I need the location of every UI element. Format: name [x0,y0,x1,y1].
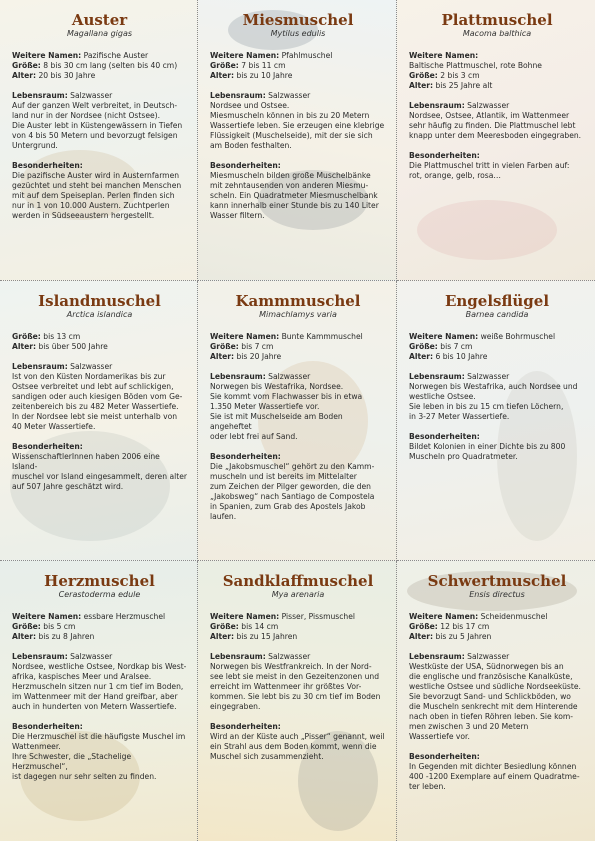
fact-line [409,51,585,61]
habitat-text-line: sehr häufig zu finden. Die Plattmuschel lebt [409,121,576,130]
fact-value: 12 bis 17 cm [440,622,490,631]
fact-line [409,71,585,81]
habitat-heading [12,91,187,101]
special-heading: Besonderheiten: [12,161,83,170]
habitat-text-line: see lebt sie meist in den Gezeitenzonen und [210,672,380,681]
habitat-text-line: Flüssigkeit (Muschelseide), mit der sie sich [210,131,373,140]
special-text-line: rot, orange, gelb, rosa… [409,171,502,180]
fact-line [409,352,585,362]
fact-value: 7 bis 11 cm [241,61,286,70]
special-text-line: Muschel sich zusammenzieht. [210,752,324,761]
special-text-line: Wasser filtern. [210,211,265,220]
habitat-text-line: von 4 bis 50 Metern und bevorzugt felsigen [12,131,178,140]
habitat-label: Lebensraum: [210,372,266,381]
fact-line [12,622,187,632]
species-card-auster [0,0,198,281]
habitat-text-line: Nordsee, Ostsee, Atlantik, im Wattenmeer [409,111,570,120]
special-text-line: scheln. Ein Quadratmeter Miesmuschelbank [210,191,378,200]
fact-value: Pisser, Pissmuschel [281,612,356,621]
fact-value: weiße Bohrmuschel [480,332,556,341]
fact-label: Weitere Namen: [210,332,280,341]
special-text-line: muschel vor Island eingesammelt, deren alter [12,472,187,481]
species-latin-name: Cerastoderma edule [58,590,141,599]
special-text-line: kann innerhalb einer Stunde bis zu 140 Liter [210,201,379,210]
species-latin-name: Mimachlamys varia [259,310,337,319]
fact-line [12,71,187,81]
species-name: Sandklaffmuschel [222,572,374,590]
habitat-text-line: In der Nordsee lebt sie meist unterhalb von [12,412,178,421]
special-text-line: ein Strahl aus dem Boden kommt, wenn die [210,742,377,751]
fact-label: Größe: [409,622,438,631]
fact-label: Weitere Namen: [210,51,280,60]
fact-value: bis zu 10 Jahre [236,71,293,80]
species-name: Miesmuschel [242,11,354,29]
habitat-value: Salzwasser [467,372,510,381]
habitat-text-line: Sie ist mit Muschelseide am Boden angeheftet [210,412,343,431]
fact-label: Weitere Namen: [12,612,82,621]
special-heading: Besonderheiten: [409,752,480,761]
habitat-text-line: sandigen oder auch kiesigen Böden vom Ge- [12,392,183,401]
fact-label: Größe: [210,61,239,70]
habitat-text-line: Sie leben in bis zu 15 cm tiefen Löchern, [409,402,564,411]
fact-value: Pfahlmuschel [281,51,333,60]
special-text-line: Wattenmeer. [12,742,61,751]
habitat-text-line: Nordsee, westliche Ostsee, Nordkap bis West- [12,662,187,671]
special-text-line: „Jakobsweg“ nach Santiago de Compostela [210,492,375,501]
fact-label: Weitere Namen: [409,51,479,60]
habitat-text-line: die englische und französische Kanalküste, [409,672,573,681]
habitat-text-line: men zwischen 3 und 20 Metern [409,722,529,731]
species-card-islandmuschel [0,281,198,561]
habitat-heading [409,101,585,111]
special-text-line: Bildet Kolonien in einer Dichte bis zu 800 [409,442,566,451]
habitat-text-line: Sie bevorzugt Sand- und Schlickböden, wo [409,692,571,701]
special-text-line: Muscheln pro Quadratmeter. [409,452,518,461]
fact-label: Größe: [12,61,41,70]
fact-label: Alter: [210,71,235,80]
fact-value: 20 bis 30 Jahre [38,71,96,80]
species-name: Herzmuschel [44,572,155,590]
habitat-value: Salzwasser [70,652,113,661]
species-name: Engelsflügel [444,292,550,310]
special-heading: Besonderheiten: [210,722,281,731]
special-text-line: In Gegenden mit dichter Besiedlung können [409,762,577,771]
fact-label: Alter: [12,342,37,351]
fact-value: bis zu 15 Jahren [236,632,298,641]
fact-label: Alter: [12,632,37,641]
fact-label: Größe: [210,342,239,351]
fact-line [210,71,386,81]
special-heading: Besonderheiten: [12,442,83,451]
special-text-line: nur in 1 von 10.000 Austern. Zuchtperlen [12,201,170,210]
special-text-line: Ihre Schwester, die „Stachelige Herzmuschel“, [12,752,132,771]
species-card-miesmuschel [198,0,397,281]
special-text-line: laufen. [210,512,237,521]
special-text-line: Die Herzmuschel ist die häufigste Muschel im [12,732,186,741]
special-text-line: Wird an der Küste auch „Pisser“ genannt, weil [210,732,385,741]
habitat-text-line: am Boden festhalten. [210,141,292,150]
habitat-text-line: eingegraben. [210,702,261,711]
fact-value: bis 7 cm [440,342,473,351]
habitat-text-line: Auf der ganzen Welt verbreitet, in Deutsch- [12,101,178,110]
fact-label: Weitere Namen: [210,612,280,621]
special-text-line: Miesmuscheln bilden große Muschelbänke [210,171,371,180]
species-name: Schwertmuschel [427,572,567,590]
habitat-value: Salzwasser [467,101,510,110]
habitat-text-line: Norwegen bis Westafrika, auch Nordsee und [409,382,578,391]
species-latin-name: Macoma balthica [462,29,532,38]
habitat-text-line: erreicht im Wattenmeer ihr größtes Vor- [210,682,362,691]
species-name: Plattmuschel [441,11,553,29]
habitat-label: Lebensraum: [409,101,465,110]
fact-value: 2 bis 3 cm [440,71,480,80]
habitat-text-line: oder lebt frei auf Sand. [210,432,298,441]
habitat-heading [409,372,585,382]
species-card-plattmuschel [397,0,595,281]
fact-line [12,632,187,642]
special-text-line: 400 -1200 Exemplare auf einem Quadratme- [409,772,580,781]
habitat-label: Lebensraum: [12,652,68,661]
special-text-line: mit auf dem Speiseplan. Perlen finden sich [12,191,175,200]
habitat-value: Salzwasser [70,362,113,371]
special-text-line: Die pazifische Auster wird in Austernfarmen [12,171,180,180]
special-text-line: ist dagegen nur sehr selten zu finden. [12,772,157,781]
fact-label: Alter: [12,71,37,80]
habitat-text-line: Westküste der USA, Südnorwegen bis an [409,662,564,671]
special-text-line: WissenschaftlerInnen haben 2006 eine Island- [12,452,160,471]
special-text-line: zum Zeichen der Pilger geworden, die den [210,482,371,491]
special-text-line: auf 507 Jahre geschätzt wird. [12,482,124,491]
special-text-line: werden in Südseeaustern hergestellt. [12,211,155,220]
habitat-label: Lebensraum: [409,372,465,381]
habitat-label: Lebensraum: [210,652,266,661]
fact-label: Größe: [409,71,438,80]
habitat-text-line: Wassertiefe vor. [409,732,470,741]
habitat-text-line: 1.350 Meter Wassertiefe vor. [210,402,320,411]
fact-label: Alter: [409,81,434,90]
species-name: Islandmuschel [38,292,161,310]
fact-value: 6 bis 10 Jahre [435,352,488,361]
fact-value: 8 bis 30 cm lang (selten bis 40 cm) [43,61,178,70]
habitat-text-line: zeitenbereich bis zu 482 Meter Wassertiefe. [12,402,179,411]
habitat-text-line: Herzmuscheln sitzen nur 1 cm tief im Boden, [12,682,184,691]
fact-line [210,332,386,342]
fact-label: Alter: [210,632,235,641]
habitat-text-line: im Wattenmeer mit der Hand greifbar, aber [12,692,178,701]
fact-line [210,612,386,622]
fact-value: Baltische Plattmuschel, rote Bohne [409,61,542,70]
habitat-text-line: in 3-27 Meter Wassertiefe. [409,412,510,421]
habitat-text-line: Untergrund. [12,141,58,150]
habitat-text-line: land nur in der Nordsee (nicht Ostsee). [12,111,161,120]
fact-value: bis 13 cm [43,332,81,341]
habitat-value: Salzwasser [268,372,311,381]
species-latin-name: Magallana gigas [66,29,133,38]
fact-value: essbare Herzmuschel [83,612,166,621]
fact-line [409,332,585,342]
special-heading: Besonderheiten: [12,722,83,731]
fact-value: bis über 500 Jahre [38,342,108,351]
habitat-text-line: Ostsee verbreitet und lebt auf schlickigen, [12,382,174,391]
special-heading: Besonderheiten: [210,161,281,170]
special-text-line: in Spanien, zum Grab des Apostels Jakob [210,502,366,511]
fact-line [12,342,187,352]
fact-value: Bunte Kammmuschel [281,332,363,341]
fact-label: Größe: [210,622,239,631]
habitat-heading [210,372,386,382]
habitat-label: Lebensraum: [210,91,266,100]
fact-label: Größe: [409,342,438,351]
fact-line [210,622,386,632]
habitat-text-line: Sie kommt vom Flachwasser bis in etwa [210,392,363,401]
species-latin-name: Mytilus edulis [270,29,326,38]
fact-label: Weitere Namen: [409,332,479,341]
habitat-heading [12,652,187,662]
habitat-text-line: nach oben in tiefen Röhren leben. Sie kom- [409,712,573,721]
special-heading: Besonderheiten: [409,151,480,160]
shell-illustration [417,200,557,260]
fact-line [409,81,585,91]
habitat-text-line: westliche Ostsee und südliche Nordseeküste. [409,682,581,691]
fact-value: Pazifische Auster [83,51,149,60]
fact-label: Größe: [12,332,41,341]
habitat-text-line: kommen. Sie lebt bis zu 30 cm tief im Boden [210,692,381,701]
fact-label: Größe: [12,622,41,631]
habitat-value: Salzwasser [268,91,311,100]
habitat-label: Lebensraum: [12,91,68,100]
species-latin-name: Arctica islandica [66,310,133,319]
fact-value: bis zu 5 Jahren [435,632,492,641]
fact-label: Alter: [210,352,235,361]
fact-line [409,61,585,71]
special-text-line: gezüchtet und steht bei manchen Menschen [12,181,182,190]
habitat-text-line: auch in hunderten von Metern Wassertiefe. [12,702,177,711]
habitat-label: Lebensraum: [12,362,68,371]
species-card-kammmuschel [198,281,397,561]
special-text-line: mit zehntausenden von anderen Miesmu- [210,181,369,190]
fact-label: Alter: [409,632,434,641]
habitat-value: Salzwasser [268,652,311,661]
habitat-text-line: die Muscheln senkrecht mit dem Hinterende [409,702,578,711]
habitat-text-line: Norwegen bis Westafrika, Nordsee. [210,382,344,391]
special-heading: Besonderheiten: [210,452,281,461]
fact-line [210,342,386,352]
habitat-text-line: westliche Ostsee. [409,392,476,401]
fact-line [12,51,187,61]
fact-line [409,622,585,632]
habitat-text-line: Nordsee und Ostsee. [210,101,290,110]
species-name: Auster [71,11,128,29]
fact-line [409,342,585,352]
habitat-text-line: Norwegen bis Westfrankreich. In der Nord- [210,662,372,671]
fact-value: bis 25 Jahre alt [435,81,493,90]
fact-value: bis 14 cm [241,622,279,631]
habitat-heading [210,652,386,662]
fact-line [210,51,386,61]
special-heading: Besonderheiten: [409,432,480,441]
special-text-line: ter leben. [409,782,446,791]
fact-line [12,61,187,71]
habitat-text-line: afrika, kaspisches Meer und Aralsee. [12,672,152,681]
species-card-engelsfluegel [397,281,595,561]
habitat-text-line: 40 Meter Wassertiefe. [12,422,96,431]
fact-line [12,332,187,342]
fact-value: Scheidenmuschel [480,612,548,621]
habitat-value: Salzwasser [70,91,113,100]
species-card-schwertmuschel [397,561,595,841]
species-card-herzmuschel [0,561,198,841]
fact-line [210,632,386,642]
species-latin-name: Mya arenaria [271,590,325,599]
habitat-heading [210,91,386,101]
fact-label: Alter: [409,352,434,361]
fact-line [409,612,585,622]
habitat-text-line: knapp unter dem Meeresboden eingegraben. [409,131,582,140]
special-text-line: Die Plattmuschel tritt in vielen Farben auf: [409,161,570,170]
fact-value: bis 7 cm [241,342,274,351]
species-latin-name: Barnea candida [465,310,529,319]
habitat-text-line: Wassertiefe leben. Sie erzeugen eine klebrige [210,121,385,130]
species-name: Kammmuschel [235,292,361,310]
habitat-value: Salzwasser [467,652,510,661]
species-latin-name: Ensis directus [469,590,525,599]
fact-label: Weitere Namen: [409,612,479,621]
species-card-sandklaffmuschel [198,561,397,841]
fact-value: bis zu 8 Jahren [38,632,95,641]
habitat-text-line: Ist von den Küsten Nordamerikas bis zur [12,372,166,381]
habitat-text-line: Die Auster lebt in Küstengewässern in Tiefen [12,121,183,130]
fact-value: bis 20 Jahre [236,352,282,361]
fact-line [12,612,187,622]
fact-line [210,352,386,362]
fact-label: Weitere Namen: [12,51,82,60]
fact-line [409,632,585,642]
special-text-line: muscheln und ist bereits im Mittelalter [210,472,357,481]
fact-value: bis 5 cm [43,622,76,631]
fact-line [210,61,386,71]
habitat-heading [409,652,585,662]
special-text-line: Die „Jakobsmuschel“ gehört zu den Kamm- [210,462,375,471]
habitat-label: Lebensraum: [409,652,465,661]
habitat-heading [12,362,187,372]
habitat-text-line: Miesmuscheln können in bis zu 20 Metern [210,111,370,120]
